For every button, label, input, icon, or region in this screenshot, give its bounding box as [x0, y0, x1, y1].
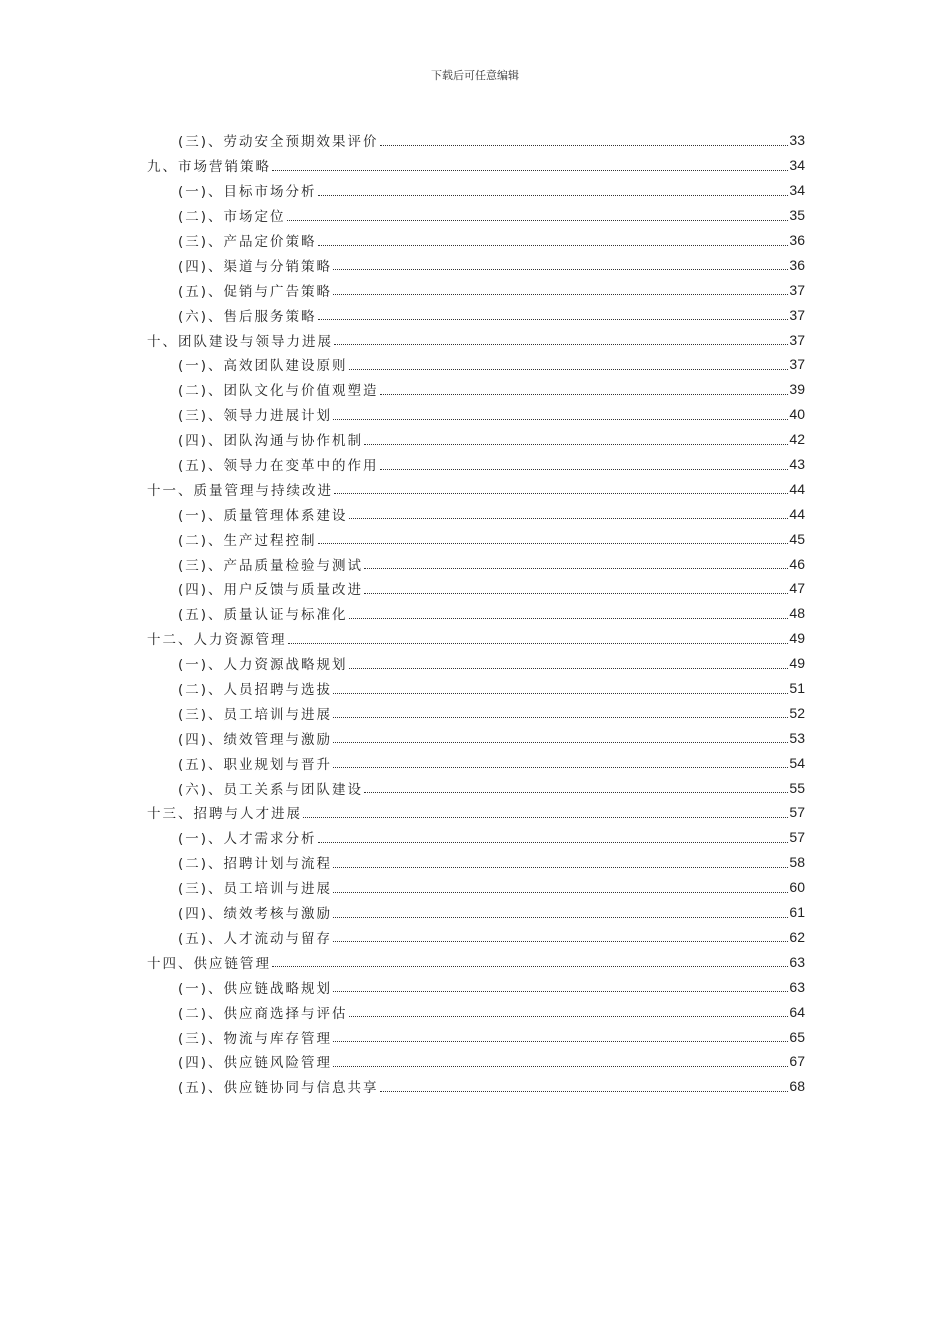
toc-entry[interactable]: [147, 526, 805, 551]
toc-entry-page-number: 37: [789, 281, 805, 298]
toc-entry-page-number: 37: [789, 356, 805, 373]
page-header: 下载后可任意编辑: [431, 69, 519, 82]
dot-leader: [334, 344, 788, 345]
dot-leader: [333, 917, 788, 918]
toc-entry[interactable]: [147, 999, 805, 1024]
toc-entry-label: 十四、供应链管理: [147, 955, 271, 972]
toc-entry-label: (六)、售后服务策略: [178, 308, 317, 325]
dot-leader: [349, 618, 789, 619]
toc-entry-page-number: 61: [789, 904, 805, 921]
toc-entry-label: (三)、物流与库存管理: [178, 1030, 333, 1047]
toc-entry-page-number: 44: [789, 505, 805, 522]
toc-entry-page-number: 36: [789, 232, 805, 248]
toc-entry-page-number: 36: [789, 256, 805, 273]
dot-leader: [318, 543, 789, 544]
toc-entry-page-number: 65: [789, 1028, 805, 1045]
dot-leader: [318, 319, 789, 320]
toc-entry[interactable]: [147, 775, 805, 800]
toc-entry-page-number: 44: [789, 480, 805, 497]
toc-entry-page-number: 49: [789, 630, 805, 647]
toc-entry[interactable]: [147, 203, 805, 228]
toc-entry-label: 十、团队建设与领导力进展: [147, 333, 333, 350]
toc-entry[interactable]: [147, 302, 805, 327]
toc-entry[interactable]: [147, 352, 805, 377]
toc-entry-page-number: 62: [789, 928, 805, 945]
toc-entry-page-number: 52: [789, 704, 805, 721]
toc-entry[interactable]: [147, 850, 805, 875]
toc-entry[interactable]: [147, 825, 805, 850]
toc-entry-label: (六)、员工关系与团队建设: [178, 781, 364, 798]
dot-leader: [349, 668, 789, 669]
toc-entry-page-number: 39: [789, 381, 805, 398]
toc-entry[interactable]: [147, 128, 805, 153]
dot-leader: [318, 842, 789, 843]
toc-entry-page-number: 64: [789, 1003, 805, 1020]
toc-entry[interactable]: [147, 501, 805, 526]
dot-leader: [287, 220, 789, 221]
toc-entry[interactable]: [147, 402, 805, 427]
dot-leader: [364, 593, 788, 594]
toc-entry-label: (三)、产品定价策略: [178, 234, 317, 250]
dot-leader: [333, 419, 788, 420]
table-of-contents: [147, 128, 805, 1099]
toc-entry-label: (一)、质量管理体系建设: [178, 507, 348, 524]
dot-leader: [333, 991, 788, 992]
toc-entry[interactable]: [147, 626, 805, 651]
toc-entry-label: (四)、绩效管理与激励: [178, 731, 333, 748]
toc-entry-label: (四)、绩效考核与激励: [178, 906, 333, 923]
toc-entry[interactable]: [147, 576, 805, 601]
toc-entry[interactable]: [147, 651, 805, 676]
toc-entry-page-number: 40: [789, 406, 805, 423]
toc-entry-label: (三)、领导力进展计划: [178, 408, 333, 425]
toc-entry-page-number: 63: [789, 953, 805, 970]
toc-entry-label: (三)、产品质量检验与测试: [178, 557, 364, 574]
toc-entry[interactable]: [147, 1024, 805, 1049]
dot-leader: [333, 867, 788, 868]
toc-entry[interactable]: [147, 277, 805, 302]
toc-entry-label: (五)、职业规划与晋升: [178, 756, 333, 773]
toc-entry-label: (四)、用户反馈与质量改进: [178, 582, 364, 599]
toc-entry[interactable]: [147, 974, 805, 999]
toc-entry-label: (五)、领导力在变革中的作用: [178, 458, 379, 475]
dot-leader: [333, 941, 788, 942]
toc-entry-label: (二)、团队文化与价值观塑造: [178, 383, 379, 400]
toc-entry-label: (二)、生产过程控制: [178, 532, 317, 549]
dot-leader: [380, 469, 789, 470]
toc-entry-label: (三)、员工培训与进展: [178, 881, 333, 898]
dot-leader: [349, 518, 789, 519]
toc-entry-label: (三)、员工培训与进展: [178, 706, 333, 723]
dot-leader: [333, 1041, 788, 1042]
toc-entry-label: (三)、劳动安全预期效果评价: [178, 134, 379, 151]
toc-entry[interactable]: [147, 800, 805, 825]
toc-entry-page-number: 46: [789, 555, 805, 572]
toc-entry-label: 十一、质量管理与持续改进: [147, 482, 333, 499]
dot-leader: [334, 493, 788, 494]
dot-leader: [364, 792, 788, 793]
toc-entry-page-number: 51: [789, 680, 805, 697]
toc-entry-label: (五)、促销与广告策略: [178, 283, 333, 300]
toc-entry[interactable]: [147, 1074, 805, 1099]
dot-leader: [333, 742, 788, 743]
toc-entry-label: (一)、高效团队建设原则: [178, 358, 348, 375]
toc-entry[interactable]: [147, 676, 805, 701]
toc-entry-label: (一)、人才需求分析: [178, 831, 317, 848]
toc-entry[interactable]: [147, 925, 805, 950]
dot-leader: [364, 444, 788, 445]
toc-entry[interactable]: [147, 551, 805, 576]
toc-entry[interactable]: [147, 725, 805, 750]
toc-entry-page-number: 63: [789, 978, 805, 995]
toc-entry-page-number: 37: [789, 331, 805, 348]
toc-entry-page-number: 34: [789, 157, 805, 174]
toc-entry-page-number: 53: [789, 729, 805, 746]
toc-entry-label: (四)、团队沟通与协作机制: [178, 433, 364, 450]
toc-entry-page-number: 37: [789, 306, 805, 323]
toc-entry-label: 九、市场营销策略: [147, 159, 271, 176]
toc-entry-page-number: 57: [789, 829, 805, 846]
toc-entry-page-number: 60: [789, 879, 805, 896]
toc-entry[interactable]: [147, 700, 805, 725]
dot-leader: [380, 394, 789, 395]
toc-entry-page-number: 55: [789, 779, 805, 796]
toc-entry-page-number: 43: [789, 456, 805, 473]
dot-leader: [333, 294, 788, 295]
toc-entry-page-number: 57: [789, 804, 805, 821]
dot-leader: [318, 195, 789, 196]
toc-entry-page-number: 34: [789, 182, 805, 199]
toc-entry[interactable]: [147, 476, 805, 501]
toc-entry-page-number: 67: [789, 1053, 805, 1070]
toc-entry-label: (五)、质量认证与标准化: [178, 607, 348, 624]
dot-leader: [380, 145, 789, 146]
dot-leader: [364, 568, 788, 569]
dot-leader: [272, 966, 788, 967]
toc-entry-label: (五)、供应链协同与信息共享: [178, 1080, 379, 1097]
toc-entry-page-number: 58: [789, 854, 805, 871]
dot-leader: [333, 693, 788, 694]
dot-leader: [272, 170, 788, 171]
toc-entry-page-number: 47: [789, 580, 805, 597]
toc-entry[interactable]: [147, 153, 805, 178]
dot-leader: [333, 269, 788, 270]
toc-entry-page-number: 49: [789, 655, 805, 672]
toc-entry[interactable]: [147, 452, 805, 477]
dot-leader: [349, 369, 789, 370]
toc-entry-page-number: 33: [789, 132, 805, 149]
toc-entry-label: (四)、渠道与分销策略: [178, 258, 333, 275]
toc-entry-label: (二)、招聘计划与流程: [178, 856, 333, 873]
dot-leader: [333, 717, 788, 718]
toc-entry[interactable]: [147, 252, 805, 277]
toc-entry-page-number: 68: [789, 1078, 805, 1095]
toc-entry-page-number: 48: [789, 605, 805, 622]
toc-entry-page-number: 35: [789, 207, 805, 224]
toc-entry-label: (二)、供应商选择与评估: [178, 1005, 348, 1022]
toc-entry[interactable]: [147, 427, 805, 452]
toc-entry[interactable]: [147, 178, 805, 203]
toc-entry-label: (五)、人才流动与留存: [178, 930, 333, 947]
toc-entry-label: (二)、市场定位: [178, 209, 286, 226]
dot-leader: [333, 1066, 788, 1067]
toc-entry[interactable]: [147, 377, 805, 402]
toc-entry-page-number: 42: [789, 431, 805, 448]
dot-leader: [318, 245, 789, 246]
toc-entry[interactable]: [147, 228, 805, 253]
toc-entry[interactable]: [147, 875, 805, 900]
toc-entry-label: (一)、供应链战略规划: [178, 980, 333, 997]
toc-entry-label: (四)、供应链风险管理: [178, 1055, 333, 1072]
toc-entry[interactable]: [147, 601, 805, 626]
toc-entry[interactable]: [147, 750, 805, 775]
toc-entry-label: (一)、目标市场分析: [178, 184, 317, 201]
dot-leader: [380, 1091, 789, 1092]
dot-leader: [303, 817, 788, 818]
toc-entry[interactable]: [147, 1049, 805, 1074]
toc-entry-page-number: 54: [789, 754, 805, 771]
toc-entry-label: (一)、人力资源战略规划: [178, 657, 348, 674]
toc-entry[interactable]: [147, 949, 805, 974]
toc-entry-label: (二)、人员招聘与选拔: [178, 682, 333, 699]
toc-entry-page-number: 45: [789, 530, 805, 547]
toc-entry[interactable]: [147, 327, 805, 352]
toc-entry[interactable]: [147, 900, 805, 925]
toc-entry-label: 十三、招聘与人才进展: [147, 806, 302, 823]
dot-leader: [333, 767, 788, 768]
toc-entry-label: 十二、人力资源管理: [147, 632, 287, 649]
dot-leader: [333, 892, 788, 893]
dot-leader: [288, 643, 789, 644]
dot-leader: [349, 1016, 789, 1017]
